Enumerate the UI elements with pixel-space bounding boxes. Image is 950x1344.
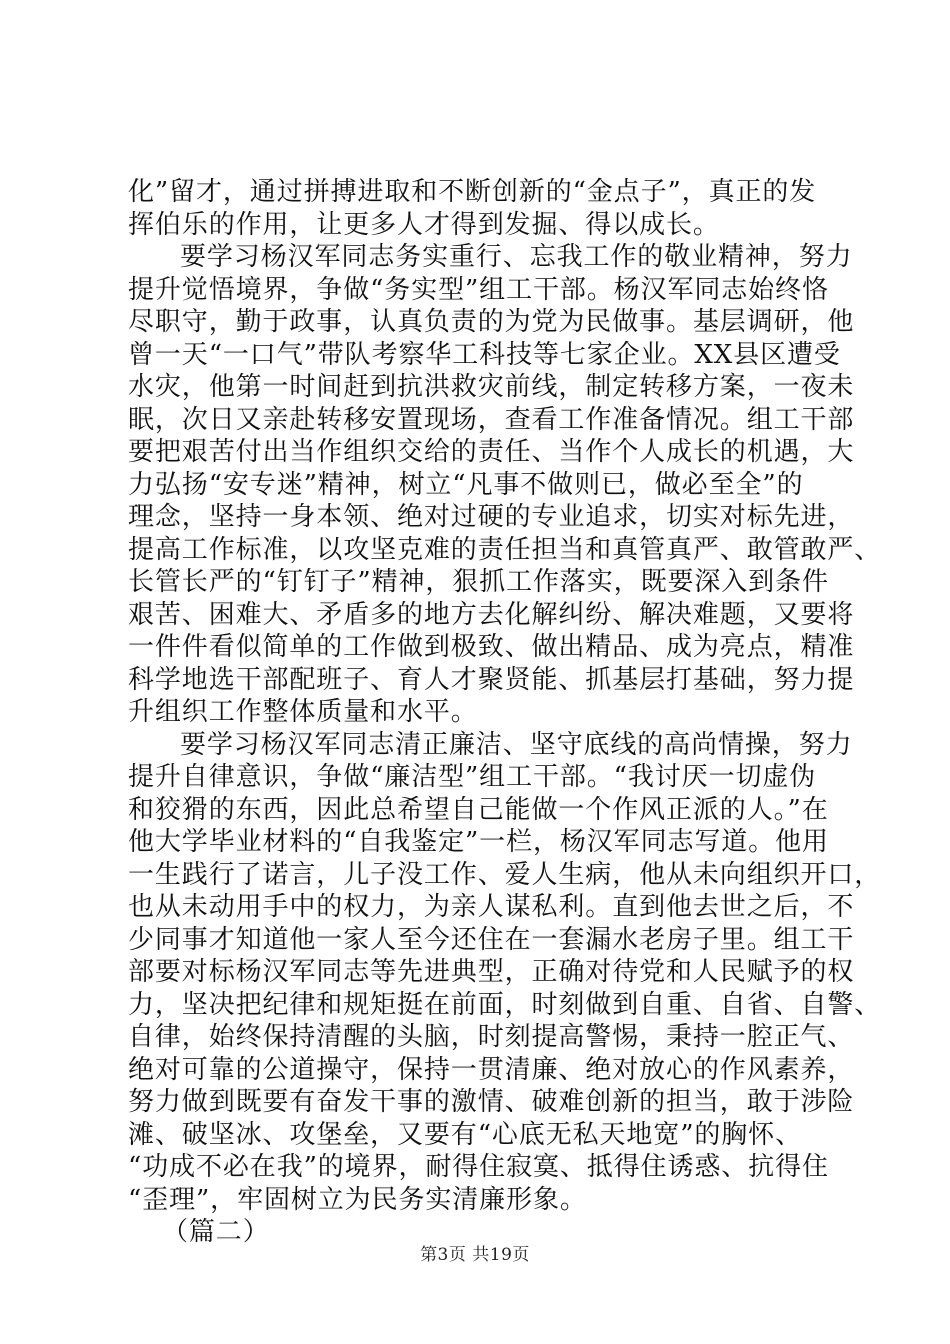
text-line: 力，坚决把纪律和规矩挺在前面，时刻做到自重、自省、自警、 bbox=[128, 989, 882, 1020]
text-line: 理念，坚持一身本领、绝对过硬的专业追求，切实对标先进， bbox=[128, 502, 855, 532]
paragraph-start-line: 要学习杨汉军同志务实重行、忘我工作的敬业精神，努力 bbox=[180, 242, 853, 272]
text-line: 提高工作标准，以攻坚克难的责任担当和真管真严、敢管敢严、 bbox=[128, 534, 882, 565]
text-line: 长管长严的“钉钉子”精神，狠抓工作落实，既要深入到条件 bbox=[128, 567, 829, 597]
text-line: 水灾，他第一时间赶到抗洪救灾前线，制定转移方案，一夜未 bbox=[128, 372, 855, 402]
text-line: 和狡猾的东西，因此总希望自己能做一个作风正派的人。”在 bbox=[128, 794, 829, 825]
text-line: 一件件看似简单的工作做到极致、做出精品、成为亮点，精准 bbox=[128, 632, 855, 662]
text-line: 提升觉悟境界，争做“务实型”组工干部。杨汉军同志始终恪 bbox=[128, 274, 829, 305]
text-line: 自律，始终保持清醒的头脑，时刻提高警惕，秉持一腔正气、 bbox=[128, 1022, 855, 1052]
text-line: 尽职守，勤于政事，认真负责的为党为民做事。基层调研，他 bbox=[128, 307, 855, 337]
text-line: 也从未动用手中的权力，为亲人谋私利。直到他去世之后，不 bbox=[128, 892, 855, 922]
paragraph-start-line: 要学习杨汉军同志清正廉洁、坚守底线的高尚情操，努力 bbox=[180, 729, 853, 760]
text-line: 艰苦、困难大、矛盾多的地方去化解纠纷、解决难题，又要将 bbox=[128, 599, 855, 630]
page-number-footer: 第3页 共19页 bbox=[420, 1245, 530, 1265]
text-line: “歪理”，牢固树立为民务实清廉形象。 bbox=[128, 1184, 587, 1215]
text-line: 化”留才，通过拼搏进取和不断创新的“金点子”，真正的发 bbox=[128, 177, 817, 207]
text-line: 要把艰苦付出当作组织交给的责任、当作个人成长的机遇，大 bbox=[128, 437, 855, 467]
document-body bbox=[128, 176, 882, 1249]
section-heading: （篇二） bbox=[162, 1217, 270, 1247]
text-line: “功成不必在我”的境界，耐得住寂寞、抵得住诱惑、抗得住 bbox=[128, 1152, 829, 1182]
text-line: 眠，次日又亲赴转移安置现场，查看工作准备情况。组工干部 bbox=[128, 404, 855, 435]
text-line: 提升自律意识，争做“廉洁型”组工干部。“我讨厌一切虚伪 bbox=[128, 762, 817, 792]
text-line: 力弘扬“安专迷”精神，树立“凡事不做则已，做必至全”的 bbox=[128, 469, 804, 500]
text-line: 升组织工作整体质量和水平。 bbox=[128, 697, 478, 727]
text-line: 努力做到既要有奋发干事的激情、破难创新的担当，敢于涉险 bbox=[128, 1087, 855, 1117]
text-line: 曾一天“一口气”带队考察华工科技等七家企业。XX县区遭受 bbox=[128, 339, 841, 370]
text-line: 挥伯乐的作用，让更多人才得到发掘、得以成长。 bbox=[128, 209, 720, 240]
text-line: 绝对可靠的公道操守，保持一贯清廉、绝对放心的作风素养， bbox=[128, 1054, 855, 1085]
text-line: 滩、破坚冰、攻堡垒，又要有“心底无私天地宽”的胸怀、 bbox=[128, 1119, 802, 1150]
text-line: 科学地选干部配班子、育人才聚贤能、抓基层打基础，努力提 bbox=[128, 664, 855, 695]
text-line: 他大学毕业材料的“自我鉴定”一栏，杨汉军同志写道。他用 bbox=[128, 827, 829, 857]
text-line: 少同事才知道他一家人至今还住在一套漏水老房子里。组工干 bbox=[128, 924, 855, 955]
text-line: 部要对标杨汉军同志等先进典型，正确对待党和人民赋予的权 bbox=[128, 957, 855, 987]
text-line: 一生践行了诺言，儿子没工作、爱人生病，他从未向组织开口， bbox=[128, 859, 882, 890]
